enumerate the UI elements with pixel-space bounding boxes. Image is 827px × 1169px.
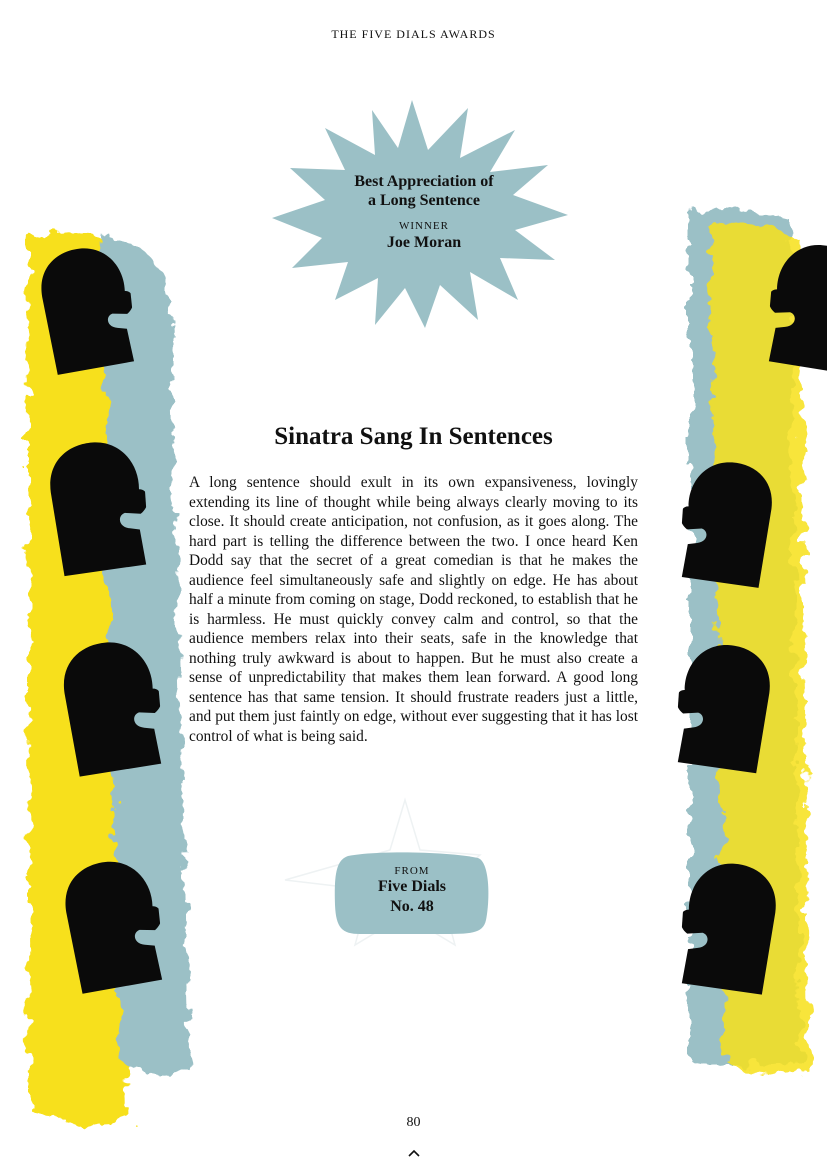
source-label (338, 865, 486, 917)
award-title-line2: a Long Sentence (368, 192, 480, 209)
publication-name: Five Dials (378, 878, 446, 895)
award-title-line1: Best Appreciation of (354, 173, 494, 190)
winner-label: WINNER (399, 220, 449, 232)
award-badge (300, 172, 548, 252)
issue-number: No. 48 (390, 898, 434, 915)
up-arrow-icon[interactable] (406, 1147, 422, 1159)
page-number: 80 (406, 1115, 421, 1130)
article-title: Sinatra Sang In Sentences (274, 423, 553, 450)
winner-name: Joe Moran (386, 234, 462, 251)
running-header: THE FIVE DIALS AWARDS (331, 27, 496, 41)
article-body: A long sentence should exult in its own expansiveness, lovingly extending its line of thought while being always clearly moving to its close. It should create anticipation, not confusion, as it goes along. The hard part is telling the difference between the two. I once heard Ken Dodd say that the secret of a great comedian is that he makes the audience feel simultaneously safe and slightly on edge. He has about half a minute from coming on stage, Dodd reckoned, to establish that he is harmless. He must quickly convey calm and control, so that the audience members relax into their seats, safe in the knowledge that nothing truly awkward is about to happen. But he must also create a sense of unpredictability that makes them lean forward. A good long sentence has that same tension. It should frustrate readers just a little, and put them just faintly on edge, without ever suggesting that it has lost control of what is being said. (189, 474, 638, 745)
head-silhouette-icon (672, 642, 773, 774)
from-label: FROM (394, 865, 430, 877)
